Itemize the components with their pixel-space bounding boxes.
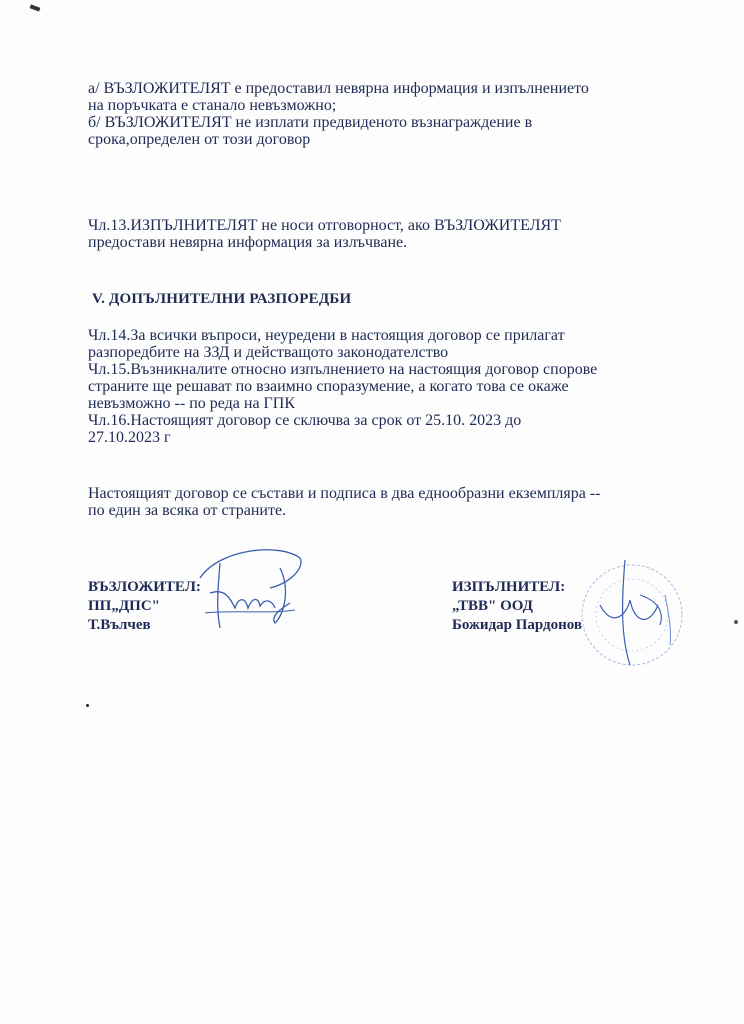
signatory-person: Божидар Пардонов — [452, 617, 583, 633]
text-line: Чл.14.За всички въпроси, неуредени в настоящия договор се прилагат — [88, 327, 565, 344]
text-line: невъзможно -- по реда на ГПК — [88, 395, 296, 412]
scan-mark — [30, 4, 41, 11]
text-line: по един за всяка от страните. — [88, 502, 287, 519]
text-line: Настоящият договор се състави и подписа в два еднообразни екземпляра -- — [88, 485, 601, 502]
text-line: разпоредбите на ЗЗД и действащото законодателство — [88, 344, 449, 361]
signatory-role: ВЪЗЛОЖИТЕЛ: — [88, 579, 201, 595]
text-line: Чл.13.ИЗПЪЛНИТЕЛЯТ не носи отговорност, ако ВЪЗЛОЖИТЕЛЯТ — [88, 217, 561, 234]
handwritten-signature-left — [190, 538, 310, 638]
articles-14-16 — [88, 327, 648, 446]
signatory-right — [452, 578, 582, 635]
text-line: срока,определен от този договор — [88, 131, 311, 148]
text-line: 27.10.2023 г — [88, 429, 171, 446]
text-line: а/ ВЪЗЛОЖИТЕЛЯТ е предоставил невярна информация и изпълнението — [88, 80, 589, 97]
text-line: Чл.16.Настоящият договор се сключва за срок от 25.10. 2023 до — [88, 412, 522, 429]
signatory-org: „ТВВ" ООД — [452, 598, 533, 614]
section-heading: V. ДОПЪЛНИТЕЛНИ РАЗПОРЕДБИ — [92, 291, 352, 307]
company-stamp — [570, 555, 700, 675]
text-line: Чл.15.Възникналите относно изпълнението на настоящия договор спорове — [88, 361, 598, 378]
signatory-org: ПП„ДПС" — [88, 598, 160, 614]
text-line: б/ ВЪЗЛОЖИТЕЛЯТ не изплати предвиденото възнаграждение в — [88, 114, 533, 131]
signatory-left — [88, 578, 201, 635]
stray-dot — [86, 704, 89, 707]
text-line: предостави невярна информация за излъчване. — [88, 234, 408, 251]
paragraph-a — [88, 80, 648, 148]
signatory-role: ИЗПЪЛНИТЕЛ: — [452, 579, 566, 595]
text-line: на поръчката е станало невъзможно; — [88, 97, 337, 114]
text-line: страните ще решават по взаимно споразумение, а когато това се окаже — [88, 378, 569, 395]
stray-dot — [734, 620, 738, 624]
article-13 — [88, 217, 648, 251]
closing-paragraph — [88, 485, 648, 519]
signatory-person: Т.Вълчев — [88, 617, 151, 633]
